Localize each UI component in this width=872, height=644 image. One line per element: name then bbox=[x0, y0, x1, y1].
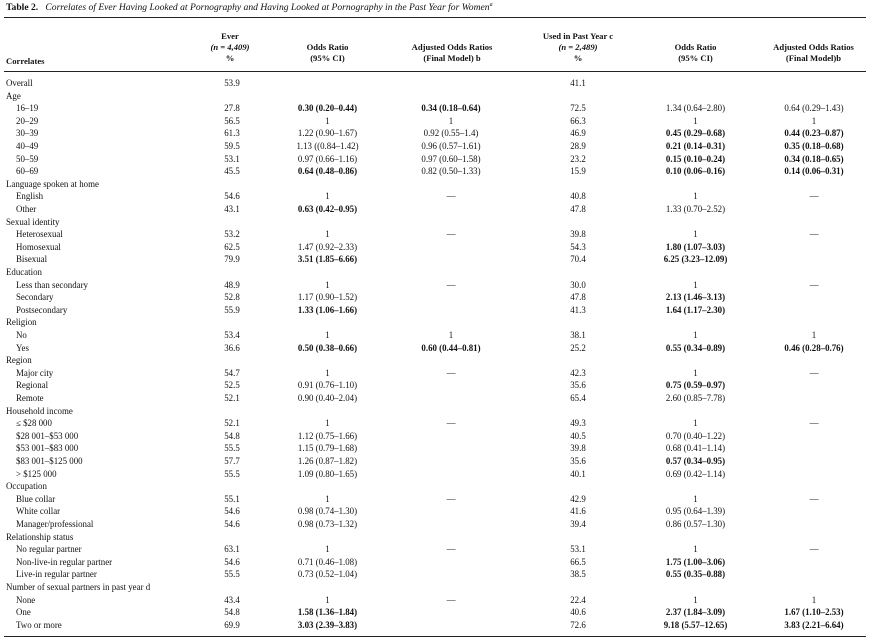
caption-footnote-mark: a bbox=[489, 2, 493, 8]
top-rule bbox=[4, 17, 866, 18]
cell-or1: 0.71 (0.46–1.08) bbox=[297, 556, 358, 567]
table-row bbox=[0, 558, 872, 571]
table-group-row bbox=[0, 180, 872, 193]
header-or2: Odds Ratio (95% CI) bbox=[674, 42, 717, 63]
cell-or2: 1 bbox=[693, 544, 698, 555]
cell-past: 25.2 bbox=[570, 342, 586, 353]
cell-past: 49.3 bbox=[570, 418, 586, 429]
cell-or2: 0.68 (0.41–1.14) bbox=[665, 443, 726, 454]
header-aor2: Adjusted Odds Ratios (Final Model)b bbox=[773, 42, 854, 63]
row-label: Other bbox=[16, 204, 37, 214]
cell-ever: 48.9 bbox=[224, 279, 240, 290]
table-row bbox=[0, 255, 872, 268]
cell-aor2: — bbox=[809, 418, 819, 429]
cell-past: 72.6 bbox=[570, 619, 586, 630]
cell-or2: 0.10 (0.06–0.16) bbox=[665, 166, 726, 177]
cell-aor2: — bbox=[809, 493, 819, 504]
cell-ever: 53.9 bbox=[224, 78, 240, 88]
cell-ever: 54.6 bbox=[224, 556, 240, 567]
row-label: Region bbox=[6, 355, 32, 366]
cell-or2: 0.55 (0.35–0.88) bbox=[665, 569, 726, 580]
cell-aor2: 0.64 (0.29–1.43) bbox=[784, 103, 844, 114]
row-label: Secondary bbox=[16, 292, 54, 303]
cell-ever: 52.1 bbox=[224, 418, 240, 429]
row-label: $83 001–$125 000 bbox=[16, 456, 83, 466]
cell-aor1: 1 bbox=[448, 115, 454, 126]
cell-aor1: 0.97 (0.60–1.58) bbox=[421, 153, 481, 164]
row-label: Postsecondary bbox=[16, 304, 68, 315]
cell-or2: 6.25 (3.23–12.09) bbox=[663, 254, 728, 265]
row-label: White collar bbox=[16, 506, 61, 517]
cell-past: 40.8 bbox=[570, 191, 586, 202]
table-row bbox=[0, 394, 872, 407]
cell-ever: 43.1 bbox=[224, 204, 240, 214]
cell-or2: 1 bbox=[693, 279, 698, 290]
cell-ever: 45.5 bbox=[224, 166, 240, 177]
table-row bbox=[0, 608, 872, 621]
cell-or1: 3.03 (2.39–3.83) bbox=[297, 619, 358, 630]
header-or1: Odds Ratio (95% CI) bbox=[306, 42, 349, 63]
row-label: > $125 000 bbox=[16, 468, 57, 479]
table-row bbox=[0, 444, 872, 457]
cell-ever: 54.8 bbox=[224, 430, 240, 441]
cell-aor1: 0.60 (0.44–0.81) bbox=[421, 342, 481, 353]
header-correlates: Correlates bbox=[6, 56, 45, 66]
cell-ever: 63.1 bbox=[224, 544, 240, 555]
table-row bbox=[0, 470, 872, 483]
cell-or2: 1 bbox=[693, 418, 698, 429]
row-label: Language spoken at home bbox=[6, 178, 99, 189]
row-label: Religion bbox=[6, 317, 37, 328]
cell-or2: 2.60 (0.85–7.78) bbox=[665, 393, 726, 403]
row-label: Household income bbox=[6, 405, 73, 416]
cell-aor2: 1.67 (1.10–2.53) bbox=[784, 607, 844, 618]
table-group-row bbox=[0, 79, 872, 92]
cell-or2: 0.57 (0.34–0.95) bbox=[665, 456, 726, 466]
cell-aor1: 0.82 (0.50–1.33) bbox=[421, 166, 481, 177]
table-row bbox=[0, 369, 872, 382]
cell-or2: 0.21 (0.14–0.31) bbox=[665, 141, 726, 151]
header-ever: Ever (n = 4,409) % bbox=[210, 31, 250, 63]
cell-or2: 1.33 (0.70–2.52) bbox=[665, 204, 726, 214]
cell-or1: 1.17 (0.90–1.52) bbox=[297, 292, 358, 303]
cell-aor2: 0.46 (0.28–0.76) bbox=[784, 342, 844, 353]
cell-aor2: — bbox=[809, 229, 819, 240]
cell-past: 47.8 bbox=[570, 292, 586, 303]
table-row bbox=[0, 306, 872, 319]
cell-or2: 2.13 (1.46–3.13) bbox=[665, 292, 726, 303]
cell-or2: 1 bbox=[693, 594, 698, 605]
cell-or1: 1.13 ((0.84–1.42) bbox=[296, 141, 359, 151]
table-label: Table 2. bbox=[6, 2, 39, 14]
table-row bbox=[0, 243, 872, 256]
cell-ever: 55.5 bbox=[224, 569, 240, 580]
row-label: 40–49 bbox=[16, 141, 39, 151]
cell-aor2: 1 bbox=[811, 330, 817, 340]
row-label: Remote bbox=[16, 393, 44, 403]
cell-ever: 54.7 bbox=[224, 367, 240, 378]
cell-ever: 52.8 bbox=[224, 292, 240, 303]
row-label: $28 001–$53 000 bbox=[16, 430, 79, 441]
cell-past: 38.1 bbox=[570, 330, 586, 340]
table-row bbox=[0, 167, 872, 180]
cell-aor1: 0.92 (0.55–1.4) bbox=[423, 128, 479, 139]
cell-ever: 55.1 bbox=[224, 493, 240, 504]
row-label: Occupation bbox=[6, 481, 47, 492]
table-row bbox=[0, 344, 872, 357]
cell-or2: 1 bbox=[693, 367, 698, 378]
cell-ever: 43.4 bbox=[224, 594, 240, 605]
row-label: 16–19 bbox=[16, 103, 39, 114]
cell-aor1: 1 bbox=[448, 330, 454, 340]
table-row bbox=[0, 419, 872, 432]
cell-or1: 0.30 (0.20–0.44) bbox=[297, 103, 358, 114]
cell-ever: 59.5 bbox=[224, 141, 240, 151]
cell-or1: 0.91 (0.76–1.10) bbox=[297, 380, 358, 391]
cell-or1: 1 bbox=[325, 115, 330, 126]
cell-ever: 52.5 bbox=[224, 380, 240, 391]
row-label: 60–69 bbox=[16, 166, 39, 177]
cell-past: 70.4 bbox=[570, 254, 586, 265]
cell-or1: 0.63 (0.42–0.95) bbox=[297, 204, 358, 214]
cell-ever: 54.6 bbox=[224, 519, 240, 529]
row-label: Manager/professional bbox=[16, 519, 94, 529]
table-row bbox=[0, 381, 872, 394]
row-label: Sexual identity bbox=[6, 216, 60, 227]
cell-past: 39.8 bbox=[570, 443, 586, 454]
cell-aor1: — bbox=[446, 279, 456, 290]
cell-or1: 0.73 (0.52–1.04) bbox=[297, 569, 358, 580]
cell-aor2: — bbox=[809, 544, 819, 555]
table-group-row bbox=[0, 268, 872, 281]
cell-or2: 1 bbox=[693, 493, 698, 504]
row-label: Age bbox=[6, 90, 21, 101]
cell-or1: 1.15 (0.79–1.68) bbox=[297, 443, 358, 454]
bottom-rule bbox=[4, 636, 866, 637]
table-row bbox=[0, 192, 872, 205]
row-label: Homosexual bbox=[16, 241, 61, 252]
table-group-row bbox=[0, 318, 872, 331]
cell-past: 47.8 bbox=[570, 204, 586, 214]
cell-or1: 1 bbox=[325, 594, 330, 605]
cell-past: 22.4 bbox=[570, 594, 586, 605]
cell-past: 53.1 bbox=[570, 544, 586, 555]
cell-past: 41.1 bbox=[570, 78, 586, 88]
table-row bbox=[0, 457, 872, 470]
table-group-row bbox=[0, 407, 872, 420]
header-aor1: Adjusted Odds Ratios (Final Model) b bbox=[411, 42, 493, 63]
cell-ever: 27.8 bbox=[224, 103, 240, 114]
row-label: One bbox=[16, 607, 31, 618]
cell-or1: 3.51 (1.85–6.66) bbox=[297, 254, 358, 265]
cell-or1: 1.33 (1.06–1.66) bbox=[297, 304, 358, 315]
cell-aor1: — bbox=[446, 229, 456, 240]
cell-past: 40.1 bbox=[570, 468, 586, 479]
header-past: Used in Past Year c (n = 2,489) % bbox=[542, 31, 614, 63]
table-row bbox=[0, 621, 872, 634]
cell-or2: 1 bbox=[693, 115, 698, 126]
cell-ever: 54.8 bbox=[224, 607, 240, 618]
cell-or1: 1 bbox=[325, 279, 330, 290]
cell-or1: 1 bbox=[325, 191, 330, 202]
cell-ever: 52.1 bbox=[224, 393, 240, 403]
row-label: Bisexual bbox=[16, 254, 48, 265]
cell-ever: 55.5 bbox=[224, 443, 240, 454]
cell-ever: 56.5 bbox=[224, 115, 240, 126]
cell-or1: 1 bbox=[325, 330, 330, 340]
cell-or1: 0.98 (0.74–1.30) bbox=[297, 506, 358, 517]
cell-or2: 1.34 (0.64–2.80) bbox=[665, 103, 726, 114]
cell-past: 39.4 bbox=[570, 519, 586, 529]
cell-or2: 0.95 (0.64–1.39) bbox=[665, 506, 726, 517]
table-row bbox=[0, 205, 872, 218]
cell-aor1: — bbox=[446, 191, 456, 202]
cell-past: 66.5 bbox=[570, 556, 586, 567]
cell-ever: 69.9 bbox=[224, 619, 240, 630]
cell-past: 38.5 bbox=[570, 569, 586, 580]
cell-aor2: 0.14 (0.06–0.31) bbox=[784, 166, 844, 177]
table-caption: Correlates of Ever Having Looked at Pornography and Having Looked at Pornography in the Past Year for Women bbox=[45, 2, 490, 14]
cell-or2: 1 bbox=[693, 330, 698, 340]
table-row bbox=[0, 281, 872, 294]
cell-past: 28.9 bbox=[570, 141, 586, 151]
cell-or1: 1 bbox=[325, 229, 330, 240]
cell-or1: 1 bbox=[325, 418, 330, 429]
cell-or1: 1.12 (0.75–1.66) bbox=[297, 430, 358, 441]
cell-aor2: 1 bbox=[811, 594, 817, 605]
cell-past: 30.0 bbox=[570, 279, 586, 290]
cell-ever: 53.4 bbox=[224, 330, 240, 340]
cell-ever: 55.9 bbox=[224, 304, 240, 315]
row-label: Relationship status bbox=[6, 531, 74, 542]
cell-aor1: 0.34 (0.18–0.64) bbox=[421, 103, 481, 114]
cell-or2: 0.69 (0.42–1.14) bbox=[665, 468, 726, 479]
cell-or2: 0.86 (0.57–1.30) bbox=[665, 519, 726, 529]
row-label: 20–29 bbox=[16, 115, 39, 126]
table-row bbox=[0, 104, 872, 117]
row-label: 50–59 bbox=[16, 153, 39, 164]
row-label: Heterosexual bbox=[16, 229, 63, 240]
cell-or1: 1.58 (1.36–1.84) bbox=[297, 607, 358, 618]
row-label: Non-live-in regular partner bbox=[16, 556, 113, 567]
row-label: Major city bbox=[16, 367, 54, 378]
cell-past: 42.3 bbox=[570, 367, 586, 378]
cell-past: 39.8 bbox=[570, 229, 586, 240]
cell-or2: 9.18 (5.57–12.65) bbox=[663, 619, 728, 630]
table-row bbox=[0, 230, 872, 243]
row-label: No bbox=[16, 330, 27, 340]
cell-past: 40.6 bbox=[570, 607, 586, 618]
cell-or1: 0.98 (0.73–1.32) bbox=[297, 519, 358, 529]
cell-ever: 55.5 bbox=[224, 468, 240, 479]
cell-or2: 2.37 (1.84–3.09) bbox=[665, 607, 726, 618]
cell-past: 23.2 bbox=[570, 153, 586, 164]
row-label: 30–39 bbox=[16, 128, 39, 139]
cell-past: 35.6 bbox=[570, 456, 586, 466]
cell-past: 41.6 bbox=[570, 506, 586, 517]
cell-aor1: — bbox=[446, 367, 456, 378]
cell-ever: 79.9 bbox=[224, 254, 240, 265]
cell-aor2: — bbox=[809, 191, 819, 202]
table-row bbox=[0, 596, 872, 609]
row-label: $53 001–$83 000 bbox=[16, 443, 79, 454]
cell-aor2: 0.34 (0.18–0.65) bbox=[784, 153, 844, 164]
cell-or1: 0.97 (0.66–1.16) bbox=[297, 153, 358, 164]
cell-past: 15.9 bbox=[570, 166, 586, 177]
cell-or2: 1 bbox=[693, 229, 698, 240]
table-row bbox=[0, 545, 872, 558]
cell-aor2: 3.83 (2.21–6.64) bbox=[784, 619, 844, 630]
cell-ever: 57.7 bbox=[224, 456, 240, 466]
table-row bbox=[0, 507, 872, 520]
row-label: Overall bbox=[6, 78, 33, 88]
cell-or2: 1.80 (1.07–3.03) bbox=[665, 241, 726, 252]
table-group-row bbox=[0, 218, 872, 231]
cell-past: 41.3 bbox=[570, 304, 586, 315]
cell-ever: 53.1 bbox=[224, 153, 240, 164]
cell-or1: 1.22 (0.90–1.67) bbox=[297, 128, 358, 139]
cell-or1: 1.26 (0.87–1.82) bbox=[297, 456, 358, 466]
cell-ever: 62.5 bbox=[224, 241, 240, 252]
cell-past: 65.4 bbox=[570, 393, 586, 403]
cell-or2: 1 bbox=[693, 191, 698, 202]
table-group-row bbox=[0, 356, 872, 369]
row-label: Two or more bbox=[16, 619, 62, 630]
cell-ever: 54.6 bbox=[224, 506, 240, 517]
table-title bbox=[6, 2, 493, 13]
table-group-row bbox=[0, 533, 872, 546]
row-label: Regional bbox=[16, 380, 49, 391]
cell-or2: 1.75 (1.00–3.06) bbox=[665, 556, 726, 567]
cell-past: 35.6 bbox=[570, 380, 586, 391]
cell-aor1: 0.96 (0.57–1.61) bbox=[421, 141, 481, 151]
cell-or1: 1 bbox=[325, 544, 330, 555]
header-rule bbox=[4, 71, 866, 72]
cell-or1: 0.50 (0.38–0.66) bbox=[297, 342, 358, 353]
cell-ever: 54.6 bbox=[224, 191, 240, 202]
cell-past: 42.9 bbox=[570, 493, 586, 504]
cell-or2: 0.75 (0.59–0.97) bbox=[665, 380, 726, 391]
cell-or1: 0.90 (0.40–2.04) bbox=[297, 393, 358, 403]
cell-aor1: — bbox=[446, 544, 456, 555]
cell-or1: 1 bbox=[325, 493, 330, 504]
table-row bbox=[0, 293, 872, 306]
cell-past: 46.9 bbox=[570, 128, 586, 139]
table-row bbox=[0, 495, 872, 508]
row-label: None bbox=[16, 594, 36, 605]
cell-or2: 0.15 (0.10–0.24) bbox=[665, 153, 726, 164]
cell-aor2: 0.35 (0.18–0.68) bbox=[784, 141, 844, 151]
row-label: Yes bbox=[16, 342, 29, 353]
table-row bbox=[0, 142, 872, 155]
cell-or2: 0.70 (0.40–1.22) bbox=[665, 430, 726, 441]
table-row bbox=[0, 520, 872, 533]
cell-ever: 36.6 bbox=[224, 342, 240, 353]
row-label: ≤ $28 000 bbox=[16, 418, 52, 429]
cell-aor1: — bbox=[446, 493, 456, 504]
cell-past: 54.3 bbox=[570, 241, 586, 252]
cell-past: 72.5 bbox=[570, 103, 586, 114]
cell-or1: 1 bbox=[325, 367, 330, 378]
cell-or2: 0.45 (0.29–0.68) bbox=[665, 128, 726, 139]
cell-aor1: — bbox=[446, 418, 456, 429]
cell-or1: 1.47 (0.92–2.33) bbox=[297, 241, 358, 252]
cell-aor2: — bbox=[809, 367, 819, 378]
row-label: English bbox=[16, 191, 44, 202]
cell-aor1: — bbox=[446, 594, 456, 605]
table-row bbox=[0, 432, 872, 445]
table-group-row bbox=[0, 482, 872, 495]
cell-or1: 1.09 (0.80–1.65) bbox=[297, 468, 358, 479]
row-label: Live-in regular partner bbox=[16, 569, 97, 580]
cell-ever: 53.2 bbox=[224, 229, 240, 240]
cell-aor2: 1 bbox=[811, 115, 817, 126]
cell-ever: 61.3 bbox=[224, 128, 240, 139]
cell-aor2: — bbox=[809, 279, 819, 290]
row-label: Education bbox=[6, 267, 42, 277]
row-label: Number of sexual partners in past year d bbox=[6, 582, 151, 592]
cell-or2: 0.55 (0.34–0.89) bbox=[665, 342, 726, 353]
row-label: Less than secondary bbox=[16, 279, 88, 290]
cell-or1: 0.64 (0.48–0.86) bbox=[297, 166, 358, 177]
row-label: No regular partner bbox=[16, 544, 82, 555]
cell-aor2: 0.44 (0.23–0.87) bbox=[784, 128, 844, 139]
cell-past: 66.3 bbox=[570, 115, 586, 126]
table-row bbox=[0, 331, 872, 344]
cell-past: 40.5 bbox=[570, 430, 586, 441]
cell-or2: 1.64 (1.17–2.30) bbox=[665, 304, 726, 315]
table-group-row bbox=[0, 583, 872, 596]
row-label: Blue collar bbox=[16, 493, 56, 504]
